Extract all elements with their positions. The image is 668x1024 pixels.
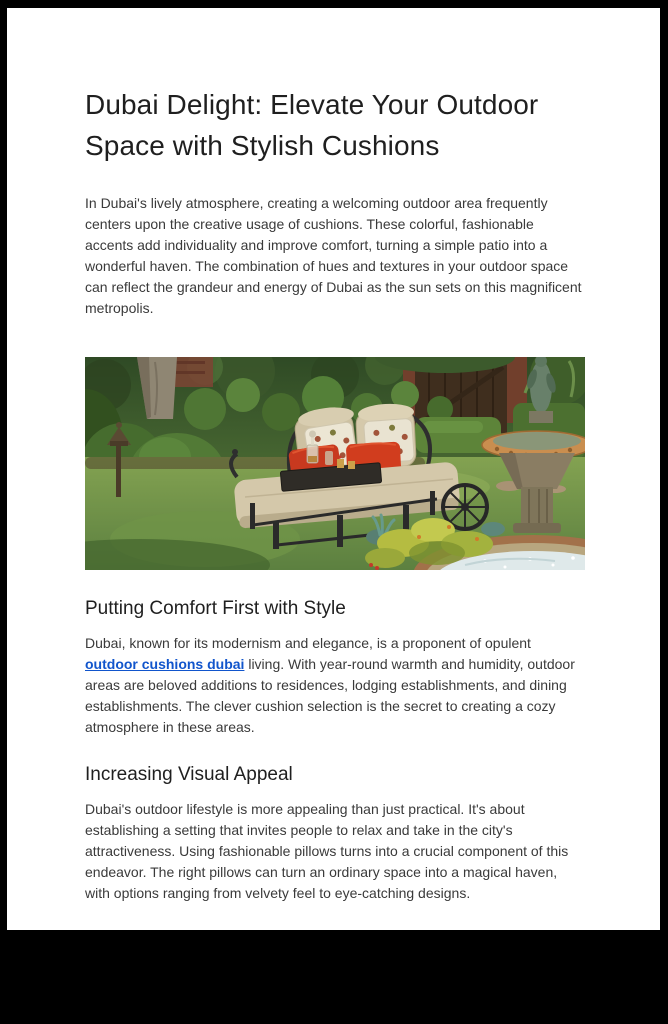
section-heading-visual-appeal: Increasing Visual Appeal: [85, 764, 293, 785]
text-after-link: living. With year-round warmth and humidity, outdoor areas are beloved additions to residences, lodging establishments, and dining establishments. The clever cushion selection is the secret to creating a cozy atmosphere in these areas.: [85, 656, 575, 735]
article: [85, 84, 585, 904]
text-before-link: Dubai, known for its modernism and elegance, is a proponent of opulent: [85, 635, 531, 651]
garden-photo-illustration: [85, 357, 585, 570]
page-title: Dubai Delight: Elevate Your Outdoor Space with Stylish Cushions: [85, 89, 539, 161]
section-comfort: [85, 596, 585, 738]
section-paragraph-comfort: [85, 633, 585, 738]
section-heading-comfort: Putting Comfort First with Style: [85, 598, 346, 619]
garden-chaise-photo: [85, 357, 585, 570]
section-paragraph-visual-appeal: Dubai's outdoor lifestyle is more appealing than just practical. It's about establishing a setting that invites people to relax and take in the city's attractiveness. Using fashionable pillows turns into a crucial component of this endeavor. The right pillows can turn an ordinary space into a magical haven, with options ranging from velvety feel to eye-catching designs.: [85, 801, 569, 901]
outdoor-cushions-dubai-link[interactable]: outdoor cushions dubai: [85, 656, 245, 672]
intro-paragraph: In Dubai's lively atmosphere, creating a welcoming outdoor area frequently centers upon the creative usage of cushions. These colorful, fashionable accents add individuality and improve comfort, turning a simple patio into a wonderful haven. The combination of hues and textures in your outdoor space can reflect the grandeur and energy of Dubai as the sun sets on this magnificent metropolis.: [85, 195, 582, 316]
section-visual-appeal: [85, 762, 585, 904]
article-page: [7, 8, 660, 930]
